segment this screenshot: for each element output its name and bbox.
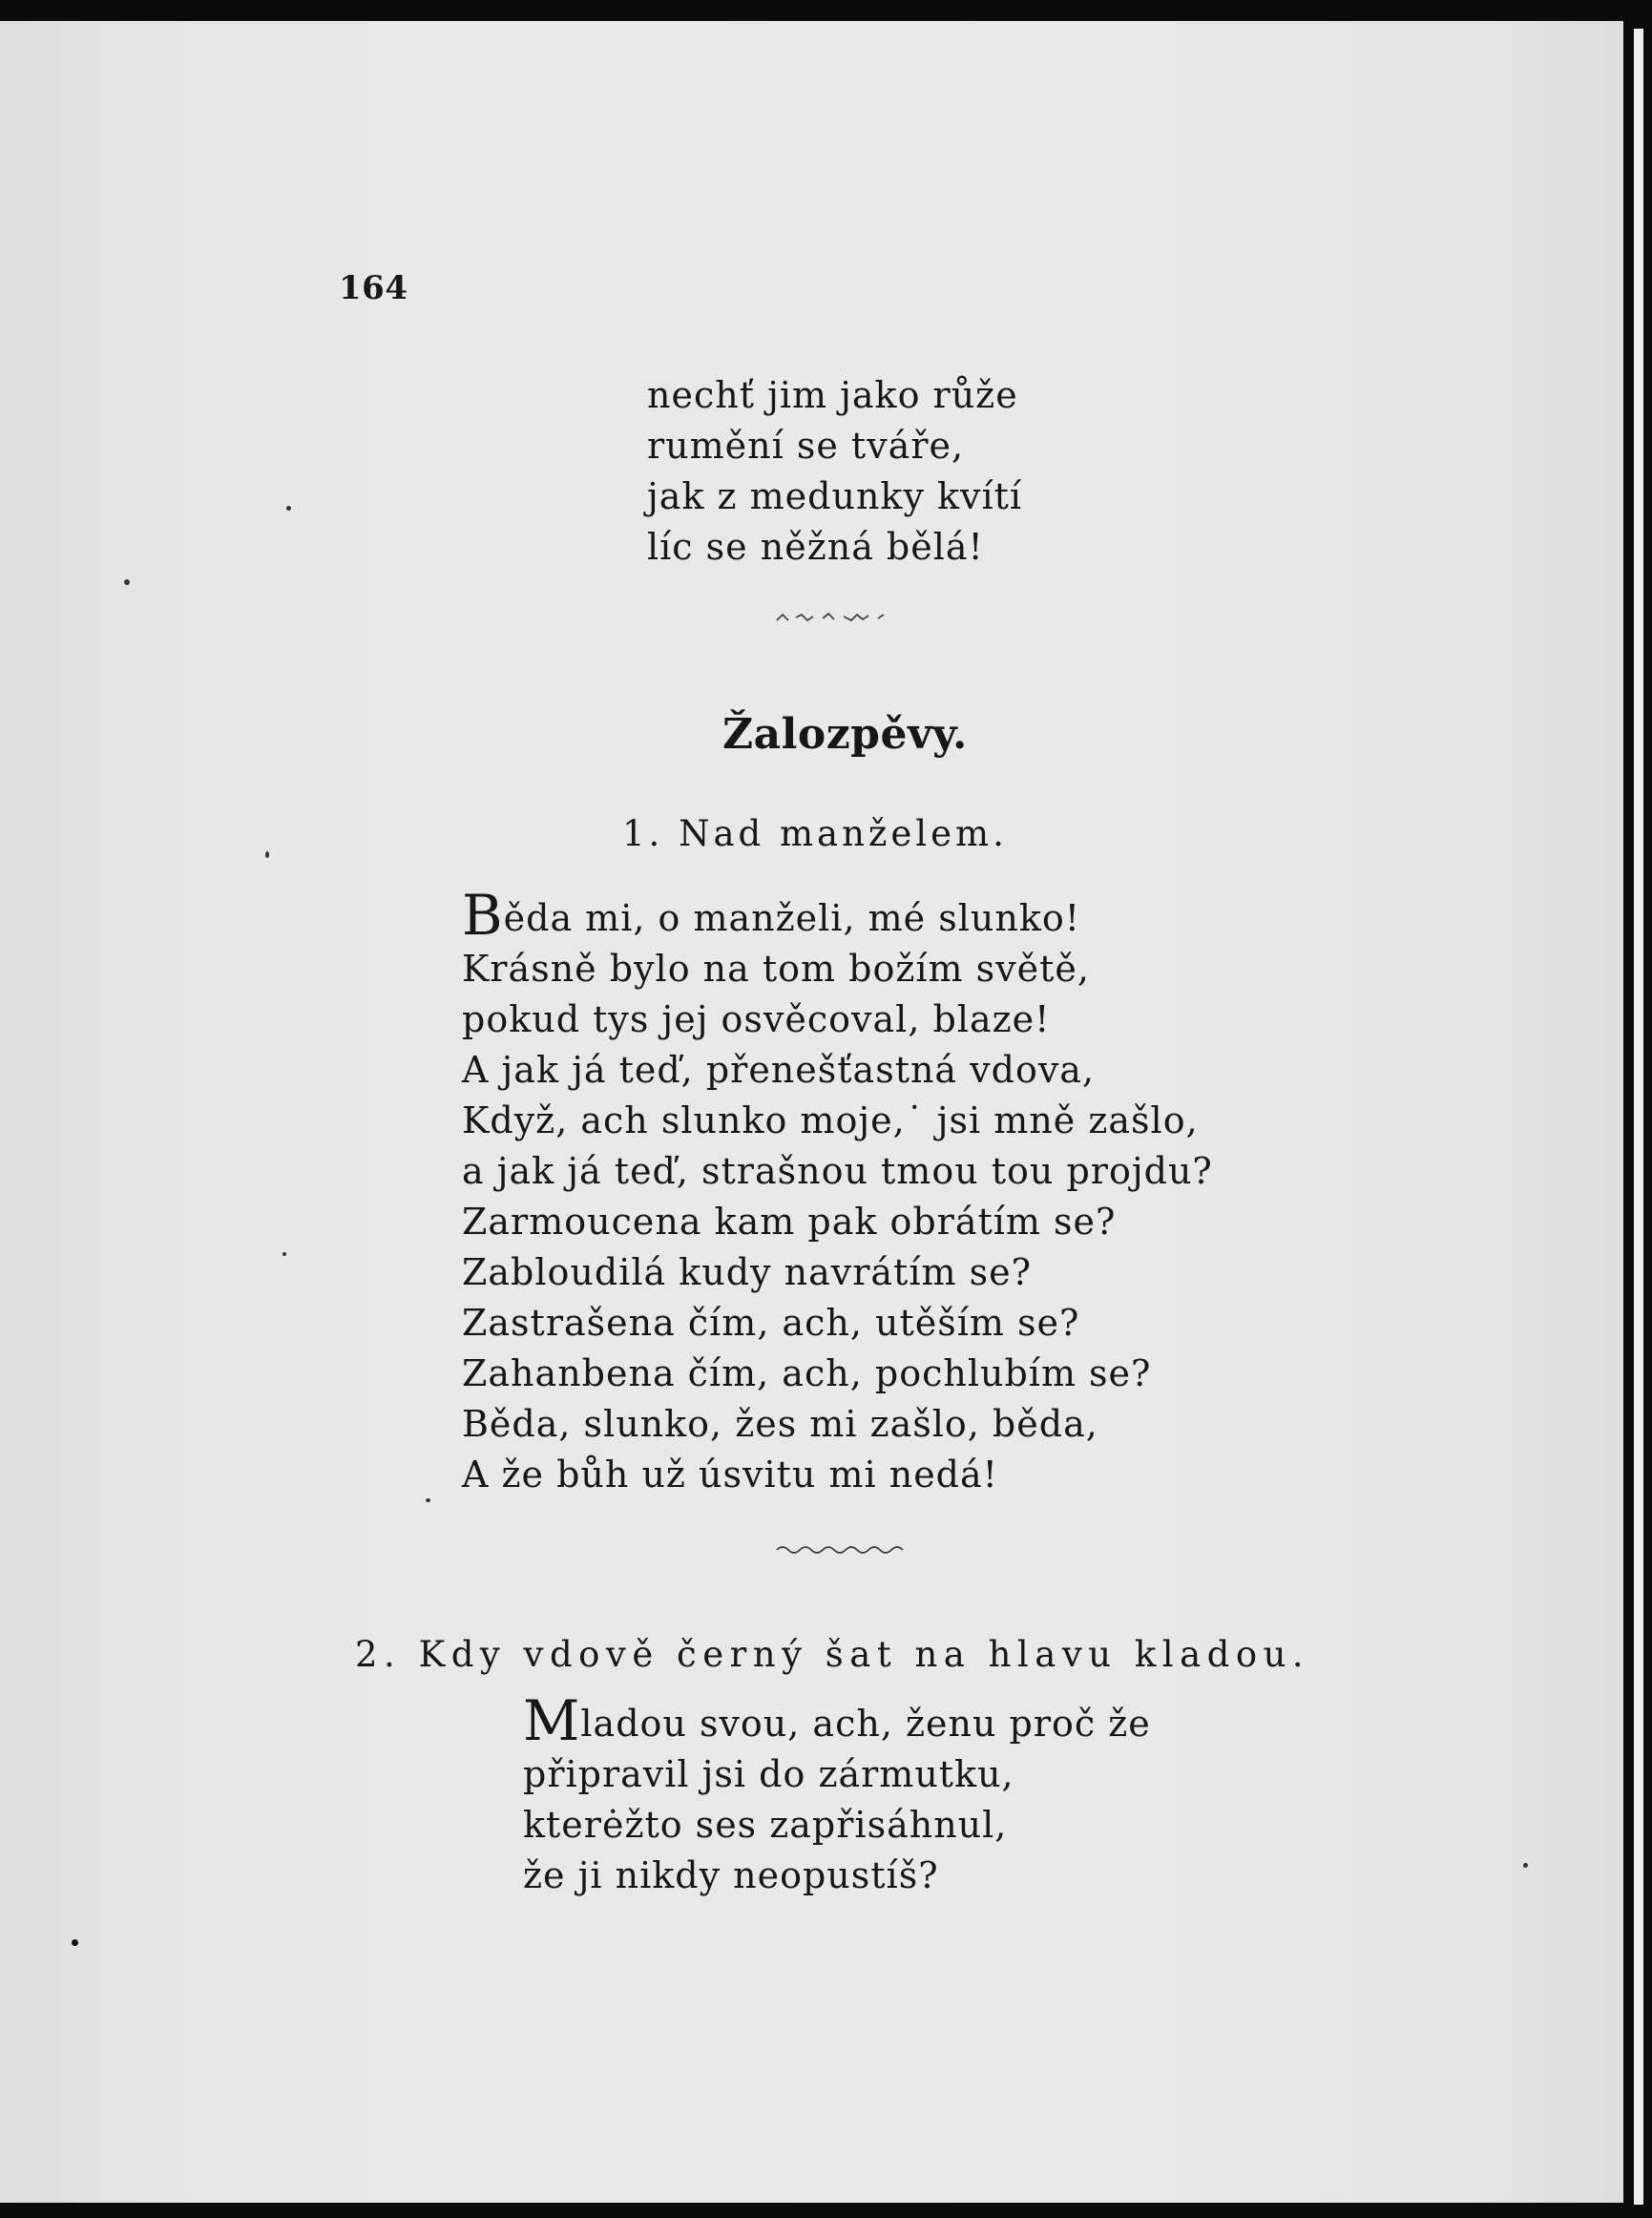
verse-line: kterėžto ses zapřisáhnul, <box>523 1804 1008 1846</box>
poem-divider-ornament <box>775 1540 909 1558</box>
verse-first-line <box>462 883 1213 948</box>
verse-line: Zastrašena čím, ach, utěším se? <box>462 1302 1080 1344</box>
verse-line: Běda, slunko, žes mi zašlo, běda, <box>462 1403 1098 1445</box>
initial-letter: M <box>523 1688 581 1753</box>
page-number: 164 <box>339 269 408 307</box>
initial-letter: B <box>462 883 504 948</box>
paper-speck <box>282 1252 286 1256</box>
paper-speck <box>426 1498 430 1502</box>
verse-line: ladou svou, ach, ženu proč že <box>580 1703 1151 1745</box>
verse-line: A že bůh už úsvitu mi nedá! <box>462 1454 998 1496</box>
verse-first-line <box>523 1688 1151 1753</box>
verse-line: A jak já teď, přenešťastná vdova, <box>462 1049 1096 1091</box>
book-page <box>0 21 1623 2203</box>
section-title: Žalozpěvy. <box>722 710 968 759</box>
verse-line: Zahanbena čím, ach, pochlubím se? <box>462 1352 1152 1394</box>
verse-line: a jak já teď, strašnou tmou tou projdu? <box>462 1150 1213 1192</box>
paper-speck <box>1523 1863 1528 1868</box>
poem-1-heading: 1. Nad manželem. <box>622 813 1008 854</box>
verse-line: rumění se tváře, <box>647 425 965 467</box>
paper-speck <box>124 579 130 585</box>
verse-line: že ji nikdy neopustíš? <box>523 1854 939 1896</box>
verse-line: ěda mi, o manželi, mé slunko! <box>503 897 1080 939</box>
paper-speck <box>72 1939 78 1946</box>
verse-line: jak z medunky kvítí <box>647 475 1023 517</box>
adjacent-page-edge <box>1634 29 1643 2205</box>
verse-line: nechť jim jako růže <box>647 374 1018 416</box>
verse-line: připravil jsi do zármutku, <box>523 1753 1014 1795</box>
section-divider-ornament <box>775 609 909 626</box>
poem-2-heading: 2. Kdy vdově černý šat na hlavu kladou. <box>355 1634 1310 1675</box>
verse-line: Krásně bylo na tom božím světě, <box>462 948 1090 990</box>
paper-speck <box>286 506 291 511</box>
paper-speck <box>265 851 269 858</box>
verse-line: líc se něžná bělá! <box>647 526 984 568</box>
verse-line: Zarmoucena kam pak obrátím se? <box>462 1201 1117 1243</box>
verse-line: Zabloudilá kudy navrátím se? <box>462 1251 1032 1293</box>
poem-2-body <box>523 1688 1151 1901</box>
verse-line: pokud tys jej osvěcoval, blaze! <box>462 998 1051 1040</box>
poem-1-body <box>462 883 1213 1500</box>
top-stanza <box>647 370 1022 573</box>
verse-line: Když, ach slunko moje,˙ jsi mně zašlo, <box>462 1099 1199 1141</box>
